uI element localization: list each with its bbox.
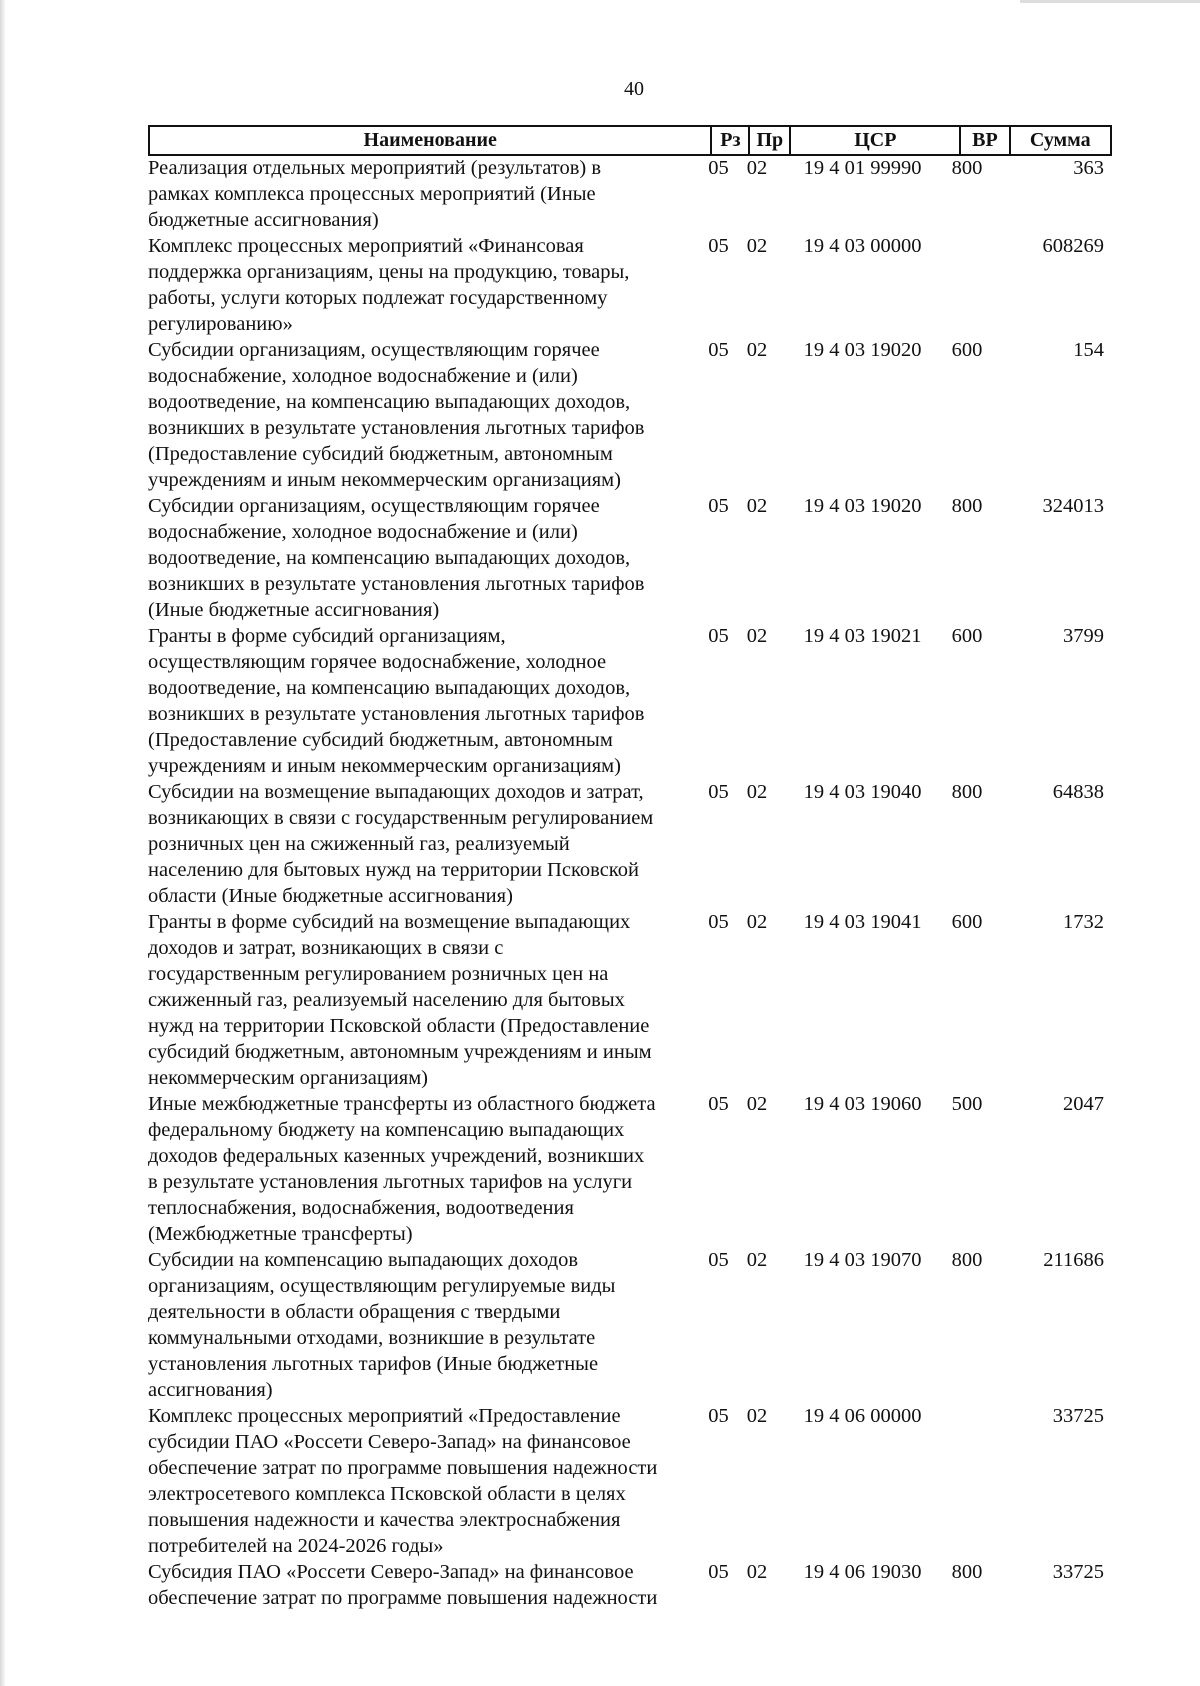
row-name-line: государственным регулированием розничных цен на [148, 963, 609, 985]
row-csr: 19 4 03 19060 [803, 1093, 922, 1115]
row-name-line: водоснабжение, холодное водоснабжение и (или) [148, 365, 578, 387]
row-name-line: бюджетные ассигнования) [148, 209, 379, 231]
row-name-line: обеспечение затрат по программе повышения надежности [148, 1587, 658, 1609]
table-row [148, 1091, 1112, 1247]
row-name-line: водоотведение, на компенсацию выпадающих доходов, [148, 677, 631, 699]
header-pr: Пр [749, 126, 790, 155]
row-sum: 33725 [1052, 1405, 1104, 1427]
row-name-line: возникших в результате установления льготных тарифов [148, 703, 645, 725]
row-name [148, 909, 698, 1091]
row-rz: 05 [708, 495, 729, 517]
table-row [148, 779, 1112, 909]
row-name [148, 155, 698, 233]
row-name-line: Субсидии на компенсацию выпадающих доходов [148, 1249, 579, 1271]
scan-edge-top [1020, 0, 1200, 3]
row-pr: 02 [746, 781, 768, 803]
row-sum: 363 [1073, 157, 1104, 179]
row-sum: 2047 [1063, 1093, 1104, 1115]
row-csr: 19 4 03 19070 [803, 1249, 922, 1271]
row-pr: 02 [746, 339, 768, 361]
row-name [148, 779, 698, 909]
row-name-line: доходов федеральных казенных учреждений, возникших [148, 1145, 645, 1167]
table-row [148, 233, 1112, 337]
row-name-line: Субсидия ПАО «Россети Северо-Запад» на финансовое [148, 1561, 634, 1583]
row-pr: 02 [746, 1093, 768, 1115]
row-rz: 05 [708, 339, 729, 361]
row-sum: 211686 [1043, 1249, 1104, 1271]
row-vr: 800 [951, 1249, 983, 1271]
row-pr: 02 [746, 235, 768, 257]
scan-edge [0, 0, 6, 1686]
row-name-line: деятельности в области обращения с твердыми [148, 1301, 561, 1323]
row-csr: 19 4 01 99990 [803, 157, 922, 179]
row-name-line: водоснабжение, холодное водоснабжение и (или) [148, 521, 578, 543]
row-name-line: водоотведение, на компенсацию выпадающих доходов, [148, 547, 631, 569]
row-rz: 05 [708, 157, 729, 179]
row-name-line: возникающих в связи с государственным регулированием [148, 807, 654, 829]
row-name-line: в результате установления льготных тарифов на услуги [148, 1171, 633, 1193]
row-csr: 19 4 06 19030 [803, 1561, 922, 1583]
header-rz: Рз [711, 126, 749, 155]
row-name [148, 493, 698, 623]
row-name-line: федеральному бюджету на компенсацию выпадающих [148, 1119, 625, 1141]
row-name-line: возникших в результате установления льготных тарифов [148, 417, 645, 439]
row-sum: 154 [1073, 339, 1104, 361]
row-rz: 05 [708, 781, 729, 803]
row-vr: 500 [951, 1093, 983, 1115]
row-name [148, 623, 698, 779]
row-pr: 02 [746, 625, 768, 647]
row-rz: 05 [708, 1093, 729, 1115]
table-row [148, 155, 1112, 233]
row-name-line: учреждениям и иным некоммерческим организациям) [148, 469, 621, 491]
row-sum: 64838 [1052, 781, 1104, 803]
header-csr: ЦСР [790, 126, 960, 155]
row-name-line: Субсидии организациям, осуществляющим горячее [148, 339, 600, 361]
row-name-line: Субсидии на возмещение выпадающих доходов и затрат, [148, 781, 644, 803]
table-row [148, 1559, 1112, 1611]
row-csr: 19 4 03 19021 [803, 625, 922, 647]
row-name-line: возникших в результате установления льготных тарифов [148, 573, 645, 595]
table-row [148, 623, 1112, 779]
row-vr: 800 [951, 495, 983, 517]
row-name-line: обеспечение затрат по программе повышения надежности [148, 1457, 658, 1479]
row-name-line: Комплекс процессных мероприятий «Предоставление [148, 1405, 621, 1427]
row-name-line: доходов и затрат, возникающих в связи с [148, 937, 504, 959]
row-name-line: (Межбюджетные трансферты) [148, 1223, 413, 1245]
row-name-line: водоотведение, на компенсацию выпадающих доходов, [148, 391, 631, 413]
row-name-line: коммунальными отходами, возникшие в результате [148, 1327, 596, 1349]
row-name-line: повышения надежности и качества электроснабжения [148, 1509, 621, 1531]
page-number: 40 [624, 78, 644, 100]
row-name-line: нужд на территории Псковской области (Предоставление [148, 1015, 650, 1037]
row-rz: 05 [708, 1405, 729, 1427]
row-sum: 3799 [1063, 625, 1104, 647]
row-pr: 02 [746, 157, 768, 179]
row-name-line: некоммерческим организациям) [148, 1067, 428, 1089]
row-name [148, 1559, 698, 1611]
row-name-line: (Предоставление субсидий бюджетным, автономным [148, 443, 613, 465]
row-name-line: Иные межбюджетные трансферты из областного бюджета [148, 1093, 656, 1115]
row-rz: 05 [708, 1249, 729, 1271]
row-rz: 05 [708, 625, 729, 647]
row-csr: 19 4 03 19020 [803, 495, 922, 517]
row-name-line: Реализация отдельных мероприятий (результатов) в [148, 157, 602, 179]
row-pr: 02 [746, 911, 768, 933]
row-name-line: субсидии ПАО «Россети Северо-Запад» на финансовое [148, 1431, 631, 1453]
row-name-line: потребителей на 2024-2026 годы» [148, 1535, 444, 1557]
row-name-line: установления льготных тарифов (Иные бюджетные [148, 1353, 599, 1375]
row-vr: 800 [951, 1561, 983, 1583]
row-name-line: электросетевого комплекса Псковской области в целях [148, 1483, 626, 1505]
row-sum: 324013 [1042, 495, 1104, 517]
row-rz: 05 [708, 911, 729, 933]
row-name-line: Субсидии организациям, осуществляющим горячее [148, 495, 600, 517]
row-vr: 800 [951, 157, 983, 179]
row-name [148, 337, 698, 493]
row-name-line: населению для бытовых нужд на территории Псковской [148, 859, 639, 881]
row-name-line: осуществляющим горячее водоснабжение, холодное [148, 651, 607, 673]
row-name-line: учреждениям и иным некоммерческим организациям) [148, 755, 621, 777]
row-name-line: ассигнования) [148, 1379, 273, 1401]
row-vr: 600 [951, 911, 983, 933]
row-name-line: Гранты в форме субсидий на возмещение выпадающих [148, 911, 631, 933]
row-pr: 02 [746, 1405, 768, 1427]
row-pr: 02 [746, 495, 768, 517]
row-csr: 19 4 03 19020 [803, 339, 922, 361]
row-rz: 05 [708, 235, 729, 257]
row-name [148, 233, 698, 337]
row-name-line: сжиженный газ, реализуемый населению для бытовых [148, 989, 625, 1011]
row-vr: 600 [951, 339, 983, 361]
header-name: Наименование [149, 126, 711, 155]
row-sum: 608269 [1042, 235, 1104, 257]
row-sum: 33725 [1052, 1561, 1104, 1583]
row-name-line: организациям, осуществляющим регулируемые виды [148, 1275, 616, 1297]
row-sum: 1732 [1063, 911, 1104, 933]
row-name-line: работы, услуги которых подлежат государственному [148, 287, 608, 309]
table-body [148, 155, 1112, 1611]
row-name-line: теплоснабжения, водоснабжения, водоотведения [148, 1197, 574, 1219]
row-vr: 600 [951, 625, 983, 647]
row-name-line: розничных цен на сжиженный газ, реализуемый [148, 833, 570, 855]
row-name-line: (Иные бюджетные ассигнования) [148, 599, 440, 621]
row-name-line: (Предоставление субсидий бюджетным, автономным [148, 729, 613, 751]
header-sum: Сумма [1010, 126, 1111, 155]
row-csr: 19 4 03 19041 [803, 911, 922, 933]
table-row [148, 493, 1112, 623]
row-name [148, 1247, 698, 1403]
row-name [148, 1091, 698, 1247]
header-vr: ВР [960, 126, 1009, 155]
row-name-line: регулированию» [148, 313, 293, 335]
table-row [148, 909, 1112, 1091]
row-csr: 19 4 06 00000 [803, 1405, 922, 1427]
row-name-line: области (Иные бюджетные ассигнования) [148, 885, 513, 907]
row-vr: 800 [951, 781, 983, 803]
row-name-line: Гранты в форме субсидий организациям, [148, 625, 506, 647]
table-row [148, 1247, 1112, 1403]
row-csr: 19 4 03 00000 [803, 235, 922, 257]
row-pr: 02 [746, 1249, 768, 1271]
row-rz: 05 [708, 1561, 729, 1583]
row-name-line: поддержка организациям, цены на продукцию, товары, [148, 261, 630, 283]
table-row [148, 337, 1112, 493]
table-row [148, 1403, 1112, 1559]
row-name-line: субсидий бюджетным, автономным учреждениям и иным [148, 1041, 652, 1063]
row-name-line: рамках комплекса процессных мероприятий (Иные [148, 183, 596, 205]
table-header [148, 125, 1112, 156]
row-name-line: Комплекс процессных мероприятий «Финансовая [148, 235, 584, 257]
row-name [148, 1403, 698, 1559]
row-pr: 02 [746, 1561, 768, 1583]
row-csr: 19 4 03 19040 [803, 781, 922, 803]
